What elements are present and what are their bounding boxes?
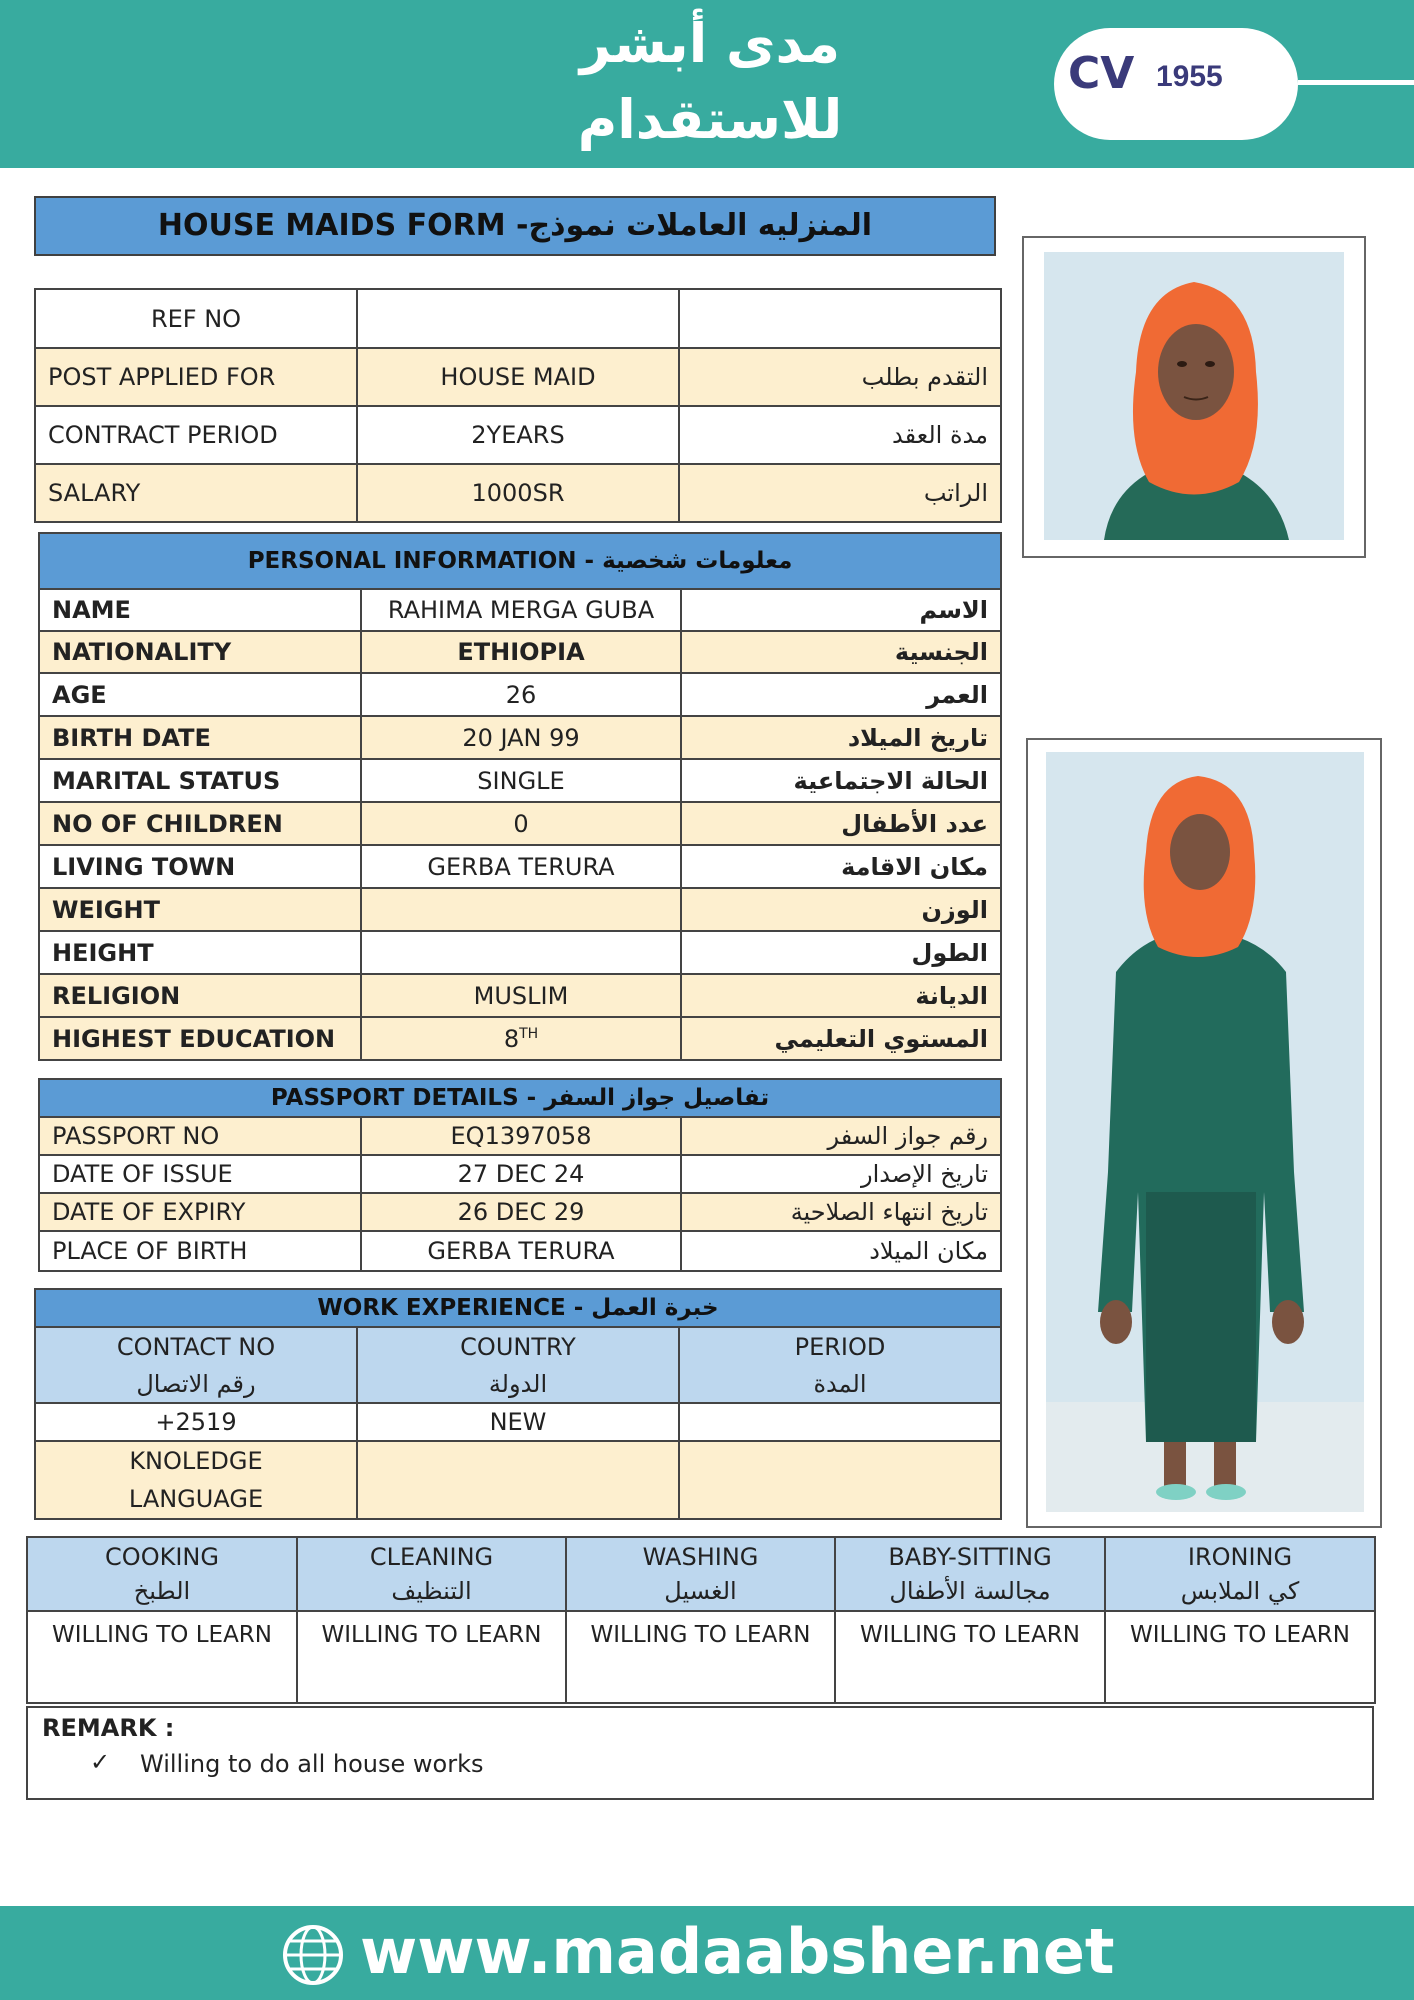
contact-header-arabic: رقم الاتصال [35,1365,357,1403]
table-row [39,589,1001,631]
personal-info-table [38,532,1002,1061]
portrait-photo-frame [1022,236,1366,558]
personal-info-title: PERSONAL INFORMATION - معلومات شخصية [39,533,1001,589]
table-row [39,1193,1001,1231]
living-town-value: GERBA TERURA [361,845,681,888]
skill-baby-sitting-ar: مجالسة الأطفال [889,1577,1051,1605]
age-value: 26 [361,673,681,716]
birth-date-label: BIRTH DATE [39,716,361,759]
table-row [35,1365,1001,1403]
passport-table [38,1078,1002,1272]
height-arabic: الطول [681,931,1001,974]
birth-place-arabic: مكان الميلاد [681,1231,1001,1271]
salary-arabic: الراتب [679,464,1001,522]
salary-label: SALARY [35,464,357,522]
country-header: COUNTRY [357,1327,679,1365]
cv-label: CV [1068,48,1135,99]
children-label: NO OF CHILDREN [39,802,361,845]
cv-badge [1054,28,1298,140]
table-row [39,759,1001,802]
education-value-suffix: TH [519,1025,539,1042]
table-row [39,931,1001,974]
expiry-date-arabic: تاريخ انتهاء الصلاحية [681,1193,1001,1231]
skills-header-row [27,1537,1375,1611]
table-row [35,464,1001,522]
website-link[interactable]: www.madaabsher.net [360,1915,1115,1988]
religion-label: RELIGION [39,974,361,1017]
table-row [35,406,1001,464]
skill-ironing-ar: كي الملابس [1180,1577,1300,1605]
education-value [361,1017,681,1060]
religion-arabic: الديانة [681,974,1001,1017]
height-label: HEIGHT [39,931,361,974]
table-row [39,888,1001,931]
skill-cleaning-en: CLEANING [369,1543,494,1571]
table-row [39,845,1001,888]
ref-no-value [357,289,679,348]
birth-date-value: 20 JAN 99 [361,716,681,759]
table-row [39,631,1001,673]
form-title: HOUSE MAIDS FORM -المنزليه العاملات نموذج [34,196,996,256]
contact-header: CONTACT NO [35,1327,357,1365]
skill-baby-sitting [835,1537,1105,1611]
birth-place-label: PLACE OF BIRTH [39,1231,361,1271]
expiry-date-label: DATE OF EXPIRY [39,1193,361,1231]
name-label: NAME [39,589,361,631]
full-body-photo-image [1046,752,1364,1512]
header-divider [1298,80,1414,85]
contract-arabic: مدة العقد [679,406,1001,464]
height-value [361,931,681,974]
table-row [39,1017,1001,1060]
skill-cooking-en: COOKING [105,1543,219,1571]
skill-ironing-en: IRONING [1187,1543,1293,1571]
skill-washing-en: WASHING [642,1543,759,1571]
religion-value: MUSLIM [361,974,681,1017]
weight-value [361,888,681,931]
table-row [39,802,1001,845]
table-row [39,716,1001,759]
portrait-photo-image [1044,252,1344,540]
living-town-arabic: مكان الاقامة [681,845,1001,888]
period-header-arabic: المدة [679,1365,1001,1403]
passport-no-value: EQ1397058 [361,1117,681,1155]
skill-baby-sitting-en: BABY-SITTING [888,1543,1052,1571]
table-row [39,1117,1001,1155]
passport-no-label: PASSPORT NO [39,1117,361,1155]
education-label: HIGHEST EDUCATION [39,1017,361,1060]
skill-cleaning-level: WILLING TO LEARN [297,1611,566,1703]
table-row [39,1155,1001,1193]
weight-arabic: الوزن [681,888,1001,931]
knowledge-language-label [35,1441,357,1519]
remark-label: REMARK : [42,1714,175,1742]
passport-title: PASSPORT DETAILS - تفاصيل جواز السفر [39,1079,1001,1117]
contract-value: 2YEARS [357,406,679,464]
post-label: POST APPLIED FOR [35,348,357,406]
knowledge-label: KNOLEDGE [129,1447,263,1475]
skill-cooking-ar: الطبخ [133,1577,191,1605]
skill-washing-ar: الغسيل [664,1577,737,1605]
table-row [35,348,1001,406]
weight-label: WEIGHT [39,888,361,931]
header-bar [0,0,1414,168]
name-arabic: الاسم [681,589,1001,631]
living-town-label: LIVING TOWN [39,845,361,888]
contract-label: CONTRACT PERIOD [35,406,357,464]
skill-ironing-level: WILLING TO LEARN [1105,1611,1375,1703]
contact-value: +2519 [35,1403,357,1441]
skills-level-row [27,1611,1375,1703]
knowledge-extra [679,1441,1001,1519]
skill-cleaning [297,1537,566,1611]
post-arabic: التقدم بطلب [679,348,1001,406]
issue-date-arabic: تاريخ الإصدار [681,1155,1001,1193]
nationality-value: ETHIOPIA [361,631,681,673]
brand-line-2: للاستقدام [577,88,843,151]
period-header: PERIOD [679,1327,1001,1365]
brand-line-1: مدى أبشر [579,12,841,75]
skill-washing-level: WILLING TO LEARN [566,1611,835,1703]
experience-title: WORK EXPERIENCE - خبرة العمل [35,1289,1001,1327]
table-row [35,1403,1001,1441]
table-row [39,974,1001,1017]
skill-cleaning-ar: التنظيف [391,1577,472,1605]
age-arabic: العمر [681,673,1001,716]
issue-date-value: 27 DEC 24 [361,1155,681,1193]
nationality-label: NATIONALITY [39,631,361,673]
education-value-number: 8 [503,1024,520,1053]
full-body-photo [1046,752,1364,1512]
knowledge-value [357,1441,679,1519]
remark-box [26,1706,1374,1800]
passport-no-arabic: رقم جواز السفر [681,1117,1001,1155]
expiry-date-value: 26 DEC 29 [361,1193,681,1231]
experience-table [34,1288,1002,1520]
ref-no-label: REF NO [35,289,357,348]
marital-status-label: MARITAL STATUS [39,759,361,802]
table-row [35,1327,1001,1365]
age-label: AGE [39,673,361,716]
portrait-photo [1044,252,1344,540]
globe-icon [282,1924,344,1986]
birth-place-value: GERBA TERURA [361,1231,681,1271]
skill-cooking-level: WILLING TO LEARN [27,1611,297,1703]
children-arabic: عدد الأطفال [681,802,1001,845]
table-row [35,1441,1001,1519]
birth-date-arabic: تاريخ الميلاد [681,716,1001,759]
language-label: LANGUAGE [128,1485,264,1513]
table-row [39,1231,1001,1271]
salary-value: 1000SR [357,464,679,522]
remark-text: Willing to do all house works [140,1750,484,1778]
skill-cooking [27,1537,297,1611]
footer-bar [0,1906,1414,2000]
application-table [34,288,1002,523]
marital-status-value: SINGLE [361,759,681,802]
skills-table [26,1536,1376,1704]
country-header-arabic: الدولة [357,1365,679,1403]
table-row [39,673,1001,716]
check-icon: ✓ [90,1748,111,1776]
marital-status-arabic: الحالة الاجتماعية [681,759,1001,802]
table-row [35,289,1001,348]
name-value: RAHIMA MERGA GUBA [361,589,681,631]
period-value [679,1403,1001,1441]
skill-baby-sitting-level: WILLING TO LEARN [835,1611,1105,1703]
skill-washing [566,1537,835,1611]
nationality-arabic: الجنسية [681,631,1001,673]
cv-number: 1955 [1156,60,1223,93]
ref-no-arabic [679,289,1001,348]
skill-ironing [1105,1537,1375,1611]
education-arabic: المستوي التعليمي [681,1017,1001,1060]
issue-date-label: DATE OF ISSUE [39,1155,361,1193]
post-value: HOUSE MAID [357,348,679,406]
children-value: 0 [361,802,681,845]
full-body-photo-frame [1026,738,1382,1528]
country-value: NEW [357,1403,679,1441]
brand-name [380,6,1040,158]
